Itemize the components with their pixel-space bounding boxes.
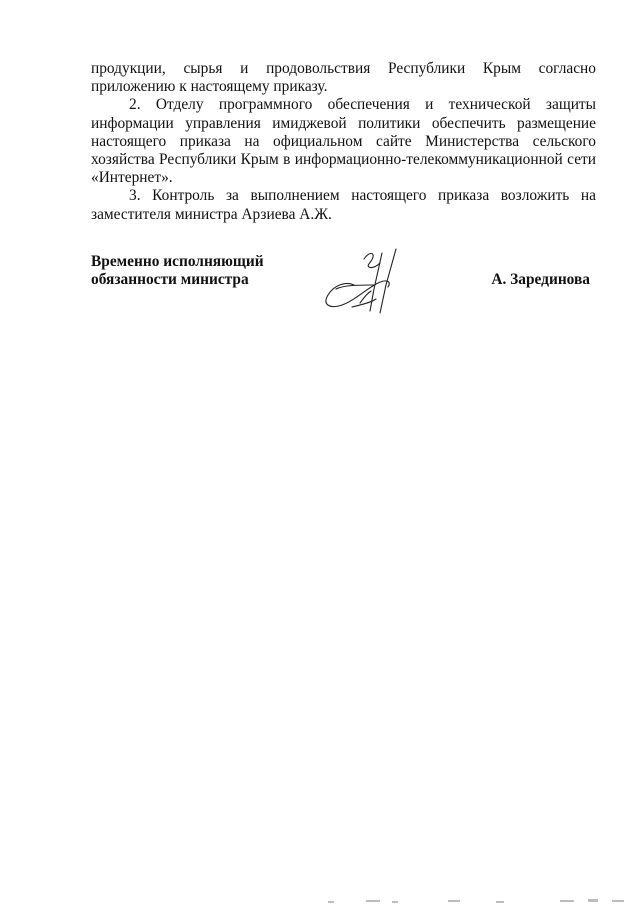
scan-footer-marks	[320, 894, 640, 905]
signatory-name: А. Зарединова	[491, 271, 590, 288]
handwritten-signature	[316, 245, 411, 325]
signatory-title-line-2: обязанности министра	[91, 271, 249, 289]
paragraph-item-3: 3. Контроль за выполнением настоящего приказа возложить на заместителя министра Арзиева А.Ж.	[91, 187, 596, 223]
document-body	[91, 60, 596, 224]
paragraph-item-2: 2. Отделу программного обеспечения и технической защиты информации управления имиджевой политики обеспечить размещение настоящего приказа на официальном сайте Министерства сельского хозяйства Республики Крым в информационно-телекоммуникационной сети «Интернет».	[91, 96, 596, 187]
signatory-title-line-1: Временно исполняющий	[91, 253, 264, 270]
paragraph-continuation: продукции, сырья и продовольствия Республики Крым согласно приложению к настоящему приказу.	[91, 60, 596, 96]
signature-block	[91, 253, 596, 323]
signatory-title	[91, 253, 264, 289]
